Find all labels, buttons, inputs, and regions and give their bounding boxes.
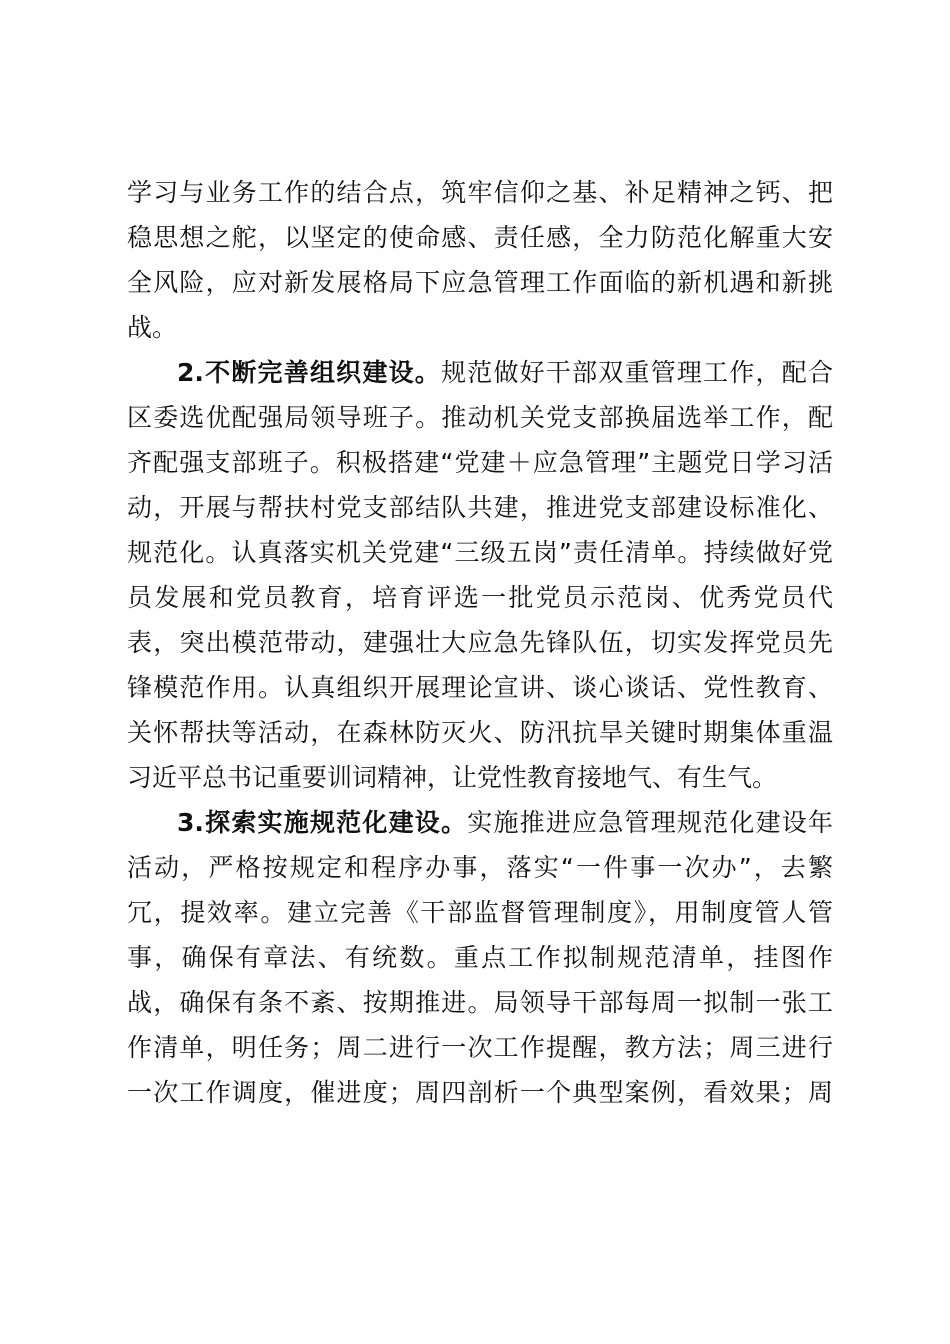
body-line [127,1070,833,1115]
line-text: 战，确保有条不紊、按期推进。局领导干部每周一拟制一张工 [127,988,833,1017]
line-text: 活动，严格按规定和程序办事，落实“一件事一次办”，去繁 [127,853,833,882]
line-text: 学习与业务工作的结合点，筑牢信仰之基、补足精神之钙、把 [127,178,833,207]
body-line [127,260,833,305]
line-text: 实施推进应急管理规范化建设年 [467,808,833,837]
body-line [127,305,833,350]
line-text: 事，确保有章法、有统数。重点工作拟制规范清单，挂图作 [127,943,833,972]
line-text: 战。 [127,313,178,342]
body-line [127,170,833,215]
section-first-line [127,350,833,395]
line-text: 关怀帮扶等活动，在森林防灭火、防汛抗旱关键时期集体重温 [127,718,833,747]
body-line [127,755,833,800]
body-line [127,485,833,530]
body-line [127,710,833,755]
body-line [127,890,833,935]
body-line [127,530,833,575]
body-line [127,845,833,890]
body-line [127,620,833,665]
line-text: 规范化。认真落实机关党建“三级五岗”责任清单。持续做好党 [127,538,833,567]
line-text: 习近平总书记重要训词精神，让党性教育接地气、有生气。 [127,763,778,792]
body-line [127,935,833,980]
line-text: 动，开展与帮扶村党支部结队共建，推进党支部建设标准化、 [127,493,833,522]
section-heading: 2.不断完善组织建设。 [177,358,442,387]
body-line [127,215,833,260]
document-body [127,170,833,1115]
line-text: 员发展和党员教育，培育评选一批党员示范岗、优秀党员代 [127,583,833,612]
body-line [127,980,833,1025]
line-text: 规范做好干部双重管理工作，配合 [441,358,833,387]
section-heading: 3.探索实施规范化建设。 [177,808,468,837]
line-text: 区委选优配强局领导班子。推动机关党支部换届选举工作，配 [127,403,833,432]
body-line [127,575,833,620]
body-line [127,395,833,440]
body-line [127,440,833,485]
body-line [127,665,833,710]
line-text: 作清单，明任务；周二进行一次工作提醒，教方法；周三进行 [127,1033,833,1062]
line-text: 稳思想之舵，以坚定的使命感、责任感，全力防范化解重大安 [127,223,833,252]
body-line [127,1025,833,1070]
section-first-line [127,800,833,845]
line-text: 冗，提效率。建立完善《干部监督管理制度》，用制度管人管 [127,898,833,927]
line-text: 齐配强支部班子。积极搭建“党建＋应急管理”主题党日学习活 [127,448,833,477]
line-text: 全风险，应对新发展格局下应急管理工作面临的新机遇和新挑 [127,268,833,297]
line-text: 一次工作调度，催进度；周四剖析一个典型案例，看效果；周 [127,1078,833,1107]
line-text: 锋模范作用。认真组织开展理论宣讲、谈心谈话、党性教育、 [127,673,833,702]
line-text: 表，突出模范带动，建强壮大应急先锋队伍，切实发挥党员先 [127,628,833,657]
